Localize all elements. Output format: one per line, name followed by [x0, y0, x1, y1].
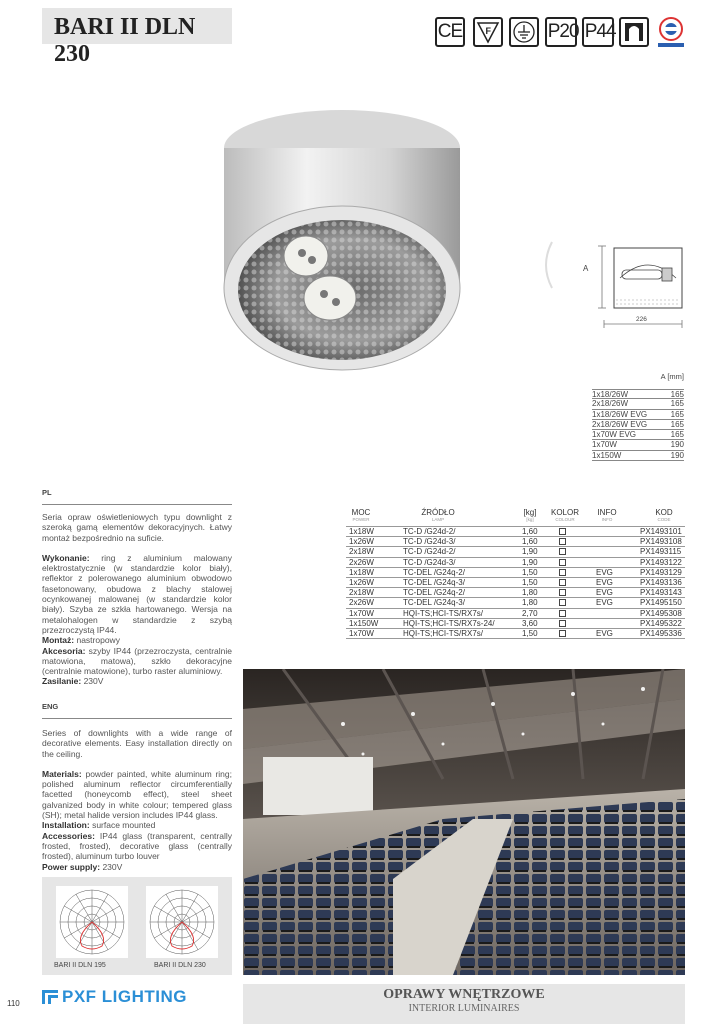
spec-row [346, 629, 685, 639]
polar-diagrams-panel [42, 877, 232, 975]
dimension-model: 2x18/26W EVG [592, 419, 648, 429]
spec-header-1: ŹRÓDŁO LAMP [421, 508, 455, 522]
spec-lamp: HQI-TS;HCI-TS/RX7s/ [403, 608, 484, 618]
spec-row [346, 619, 685, 629]
dimension-row [592, 410, 684, 420]
polar-label-230: BARI II DLN 230 [154, 962, 206, 969]
eng-description [42, 728, 232, 872]
spec-info: EVG [596, 598, 613, 608]
spec-weight: 1,50 [522, 628, 538, 638]
eng-divider [42, 718, 232, 719]
svg-text:F: F [485, 26, 491, 36]
category-pl: OPRAWY WNĘTRZOWE [383, 987, 545, 1002]
spec-info: EVG [596, 567, 613, 577]
decorative-arc [540, 240, 554, 290]
footer-band [243, 984, 685, 1024]
dimension-model: 2x18/26W [592, 399, 629, 409]
ip20-badge: IP20 [545, 17, 577, 47]
dimension-value: 165 [670, 419, 684, 429]
spec-header-3: KOLOR COLOUR [550, 508, 579, 522]
spec-lamp: HQI-TS;HCI-TS/RX7s-24/ [403, 618, 495, 628]
dimension-table [592, 372, 684, 461]
eng-materials: Materials: powder painted, white aluminum ring; polished aluminum reflector circumferentially facetted (honeycomb effect), steel sheet galvanized body in white colour; tempered glass (SH); metal halide version includes IP44 glass. [42, 768, 232, 821]
spec-code: PX1495336 [640, 628, 682, 638]
spec-weight: 1,90 [522, 557, 538, 567]
pl-accessories: Akcesoria: szyby IP44 (przezroczysta, centralnie matowiona, matowa), szkło dekoracyjne (centralnie matowione), turbo raster aluminiowy. [42, 645, 232, 677]
spec-code: PX1495308 [640, 608, 682, 618]
spec-code: PX1495150 [640, 598, 682, 608]
spec-row [346, 537, 685, 547]
dimension-row [592, 389, 684, 399]
brand-mark-icon [42, 990, 58, 1004]
spec-code: PX1493143 [640, 588, 682, 598]
ip44-badge: IP44 [582, 17, 614, 47]
spec-power: 1x70W [349, 608, 374, 618]
spec-row [346, 547, 685, 557]
spec-row [346, 588, 685, 598]
spec-weight: 1,60 [522, 537, 538, 547]
dimension-model: 1x18/26W EVG [592, 409, 648, 419]
dimension-model: 1x150W [592, 450, 622, 460]
spec-code: PX1493129 [640, 567, 682, 577]
door-symbol-icon [619, 17, 649, 47]
dimension-model: 1x18/26W [592, 390, 629, 399]
brand-name: PXF LIGHTING [62, 987, 187, 1006]
eng-power: Power supply: 230V [42, 861, 123, 872]
polar-diagram-bari-ii-dln-230 [146, 886, 218, 958]
technical-drawing [580, 240, 685, 330]
spec-row [346, 568, 685, 578]
spec-lamp: TC-D /G24d-3/ [403, 537, 456, 547]
eng-installation: Installation: surface mounted [42, 820, 156, 831]
polar-diagram-bari-ii-dln-195 [56, 886, 128, 958]
spec-code: PX1495322 [640, 618, 682, 628]
drawing-height-label: A [583, 264, 589, 273]
pl-heading: PL [42, 488, 52, 497]
dimension-row [592, 420, 684, 430]
f-mark-icon [473, 17, 503, 47]
spec-power: 2x26W [349, 598, 374, 608]
pl-description [42, 512, 232, 687]
spec-lamp: HQI-TS;HCI-TS/RX7s/ [403, 628, 484, 638]
spec-weight: 1,50 [522, 577, 538, 587]
dimension-row [592, 399, 684, 409]
ground-symbol-icon [509, 17, 539, 47]
application-photo [243, 669, 685, 975]
pl-mount: Montaż: nastropowy [42, 635, 120, 646]
dimension-model: 1x70W EVG [592, 430, 637, 440]
spec-lamp: TC-D /G24d-2/ [403, 547, 456, 557]
pl-divider [42, 504, 232, 505]
spec-weight: 3,60 [522, 618, 538, 628]
spec-power: 1x150W [349, 618, 379, 628]
spec-header-5: KOD CODE [655, 508, 673, 522]
dimension-table-header: A [mm] [660, 372, 684, 381]
spec-table [346, 509, 685, 639]
spec-lamp: TC-DEL /G24q-3/ [403, 577, 465, 587]
spec-weight: 1,50 [522, 567, 538, 577]
spec-code: PX1493122 [640, 557, 682, 567]
pl-execution: Wykonanie: ring z aluminium malowany elektrostatycznie (w standardzie kolor biały), reflektor z polerowanego aluminium obwodowo fasetonowany, obudowa z blachy stalowej ocynkowanej malowanej (w standardzie kolor biały). Szyba ze szkła hartowanego. Wersja na metalohalogen w standardzie z szybą przezroczystą IP44. [42, 552, 232, 635]
title-band [42, 8, 232, 67]
spec-lamp: TC-DEL /G24q-2/ [403, 588, 465, 598]
dimension-row [592, 451, 684, 461]
polar-label-195: BARI II DLN 195 [54, 962, 106, 969]
spec-code: PX1493108 [640, 537, 682, 547]
spec-power: 1x70W [349, 628, 374, 638]
spec-header-0: MOC POWER [351, 508, 371, 522]
spec-row [346, 598, 685, 608]
spec-table-header [346, 509, 685, 526]
dimension-row [592, 440, 684, 450]
eng-intro: Series of downlights with a wide range of decorative elements. Easy installation directly on the ceiling. [42, 728, 232, 759]
spec-code: PX1493115 [640, 547, 682, 557]
pl-intro: Seria opraw oświetleniowych typu downlight z szeroką gamą elementów dekoracyjnych. Łatwy montaż bezpośrednio na suficie. [42, 512, 232, 543]
spec-power: 1x26W [349, 537, 374, 547]
spec-code: PX1493136 [640, 577, 682, 587]
dimension-value: 190 [670, 440, 684, 450]
spec-lamp: TC-DEL /G24q-2/ [403, 567, 465, 577]
eng-accessories: Accessories: IP44 glass (transparent, centrally frosted, frosted), decorative glass (centrally frosted), aluminum turbo louver [42, 830, 232, 862]
spec-header-4: INFO INFO [597, 508, 617, 522]
spec-power: 1x26W [349, 577, 374, 587]
dimension-value: 165 [670, 430, 684, 440]
spec-power: 1x18W [349, 527, 374, 536]
spec-lamp: TC-D /G24d-3/ [403, 557, 456, 567]
spec-weight: 1,90 [522, 547, 538, 557]
spec-weight: 1,60 [522, 527, 538, 536]
spec-info: EVG [596, 628, 613, 638]
spec-weight: 1,80 [522, 598, 538, 608]
page-title: BARI II DLN 230 [54, 14, 196, 67]
page-number: 110 [7, 999, 20, 1008]
pl-power: Zasilanie: 230V [42, 676, 104, 687]
spec-code: PX1493101 [640, 527, 682, 536]
spec-info: EVG [596, 588, 613, 598]
spec-power: 1x18W [349, 567, 374, 577]
dimension-value: 165 [670, 409, 684, 419]
dimension-value: 165 [670, 390, 684, 399]
spec-power: 2x26W [349, 557, 374, 567]
dimension-value: 165 [670, 399, 684, 409]
spec-row [346, 578, 685, 588]
spec-row [346, 609, 685, 619]
certification-logo-icon [655, 15, 687, 49]
spec-header-2: [kg] [kg] [523, 508, 537, 522]
dimension-value: 190 [670, 450, 684, 460]
spec-row [346, 558, 685, 568]
spec-row [346, 527, 685, 537]
product-photo [218, 108, 468, 378]
spec-power: 2x18W [349, 588, 374, 598]
spec-power: 2x18W [349, 547, 374, 557]
category-en: INTERIOR LUMINAIRES [408, 1003, 520, 1014]
spec-info: EVG [596, 577, 613, 587]
spec-weight: 1,80 [522, 588, 538, 598]
spec-lamp: TC-D /G24d-2/ [403, 527, 456, 536]
spec-lamp: TC-DEL /G24q-3/ [403, 598, 465, 608]
spec-colour-checkbox [559, 629, 566, 640]
spec-weight: 2,70 [522, 608, 538, 618]
dimension-row [592, 430, 684, 440]
dimension-model: 1x70W [592, 440, 617, 450]
eng-heading: ENG [42, 702, 59, 711]
drawing-width-label: 226 [636, 316, 647, 323]
ce-mark-icon: CE [435, 17, 465, 47]
